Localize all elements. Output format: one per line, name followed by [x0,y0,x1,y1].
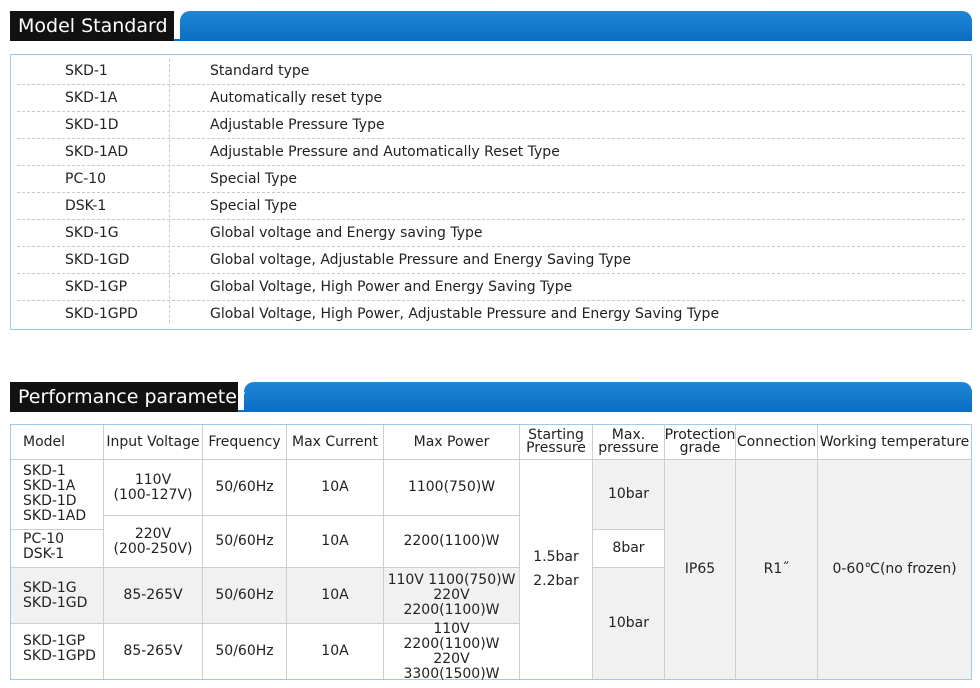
connection-cell: R1˝ [736,460,818,679]
protection-grade-cell: IP65 [665,460,736,679]
header-max-pressure [593,425,665,460]
header-working-temperature: Working temperature [818,425,971,460]
frequency-cell: 50/60Hz [203,624,287,679]
model-row [17,57,965,85]
header-frequency: Frequency [203,425,287,460]
model-description: Special Type [210,198,298,214]
working-temperature-cell: 0-60℃(no frozen) [818,460,971,679]
performance-header [10,382,972,412]
header-connection: Connection [736,425,818,460]
model-row [17,246,965,274]
frequency-cell: 50/60Hz [203,568,287,624]
voltage-cell [104,460,203,516]
model-code: SKD-1AD [65,144,129,160]
model-description: Adjustable Pressure and Automatically Reset Type [210,144,560,160]
model-row [17,273,965,301]
model-description: Adjustable Pressure Type [210,117,385,133]
current-cell: 10A [287,568,384,624]
starting-pressure-cell [520,460,593,679]
model-description: Special Type [210,171,298,187]
model-description: Global Voltage, High Power and Energy Saving Type [210,279,573,295]
model-name: PC-10 [23,531,65,547]
header-model: Model [11,425,104,460]
starting-pressure-value: 2.2bar [533,573,579,589]
voltage-line: 110V [134,471,172,488]
voltage-cell [104,516,203,568]
voltage-cell: 85-265V [104,568,203,624]
power-line: 220V 3300(1500)W [403,650,500,682]
voltage-line: (200-250V) [113,540,193,557]
header-line: Max. [611,427,646,443]
models-cell [11,460,104,530]
header-blue-bar [180,11,972,41]
models-cell [11,568,104,624]
frequency-cell: 50/60Hz [203,460,287,516]
header-blue-bar [244,382,972,412]
header-line: Pressure [526,440,586,456]
model-description: Automatically reset type [210,90,383,106]
model-name: SKD-1G [23,580,77,596]
header-line: grade [679,440,721,456]
voltage-line: 220V [134,525,172,542]
model-description: Standard type [210,63,310,79]
model-code: SKD-1GD [65,252,130,268]
power-cell [384,568,520,624]
starting-pressure-value: 1.5bar [533,549,579,565]
model-description: Global voltage and Energy saving Type [210,225,483,241]
model-name: SKD-1A [23,478,76,494]
power-cell: 1100(750)W [384,460,520,516]
model-row [17,219,965,247]
header-input-voltage: Input Voltage [104,425,203,460]
voltage-cell: 85-265V [104,624,203,679]
model-code: SKD-1 [65,63,108,79]
header-max-current: Max Current [287,425,384,460]
models-cell [11,530,104,568]
model-code: SKD-1GP [65,279,128,295]
power-cell [384,620,520,682]
power-line: 220V 2200(1100)W [403,587,500,618]
performance-table [10,424,972,680]
model-row [17,84,965,112]
model-code: SKD-1D [65,117,119,133]
model-code: PC-10 [65,171,107,187]
model-description: Global Voltage, High Power, Adjustable Pressure and Energy Saving Type [210,306,720,322]
model-row [17,192,965,220]
model-name: SKD-1GP [23,633,86,649]
header-line: pressure [598,440,659,456]
header-line: Starting [528,427,584,443]
model-row [17,300,965,327]
frequency-cell: 50/60Hz [203,516,287,568]
voltage-line: (100-127V) [113,486,193,503]
models-cell [11,624,104,679]
performance-title: Performance parameter [10,382,238,412]
power-line: 110V 2200(1100)W [403,620,500,652]
current-cell: 10A [287,516,384,568]
model-name: SKD-1 [23,463,66,479]
model-standard-title: Model Standard [10,11,174,41]
model-code: DSK-1 [65,198,107,214]
max-pressure-cell: 10bar [593,568,665,679]
max-pressure-cell: 10bar [593,460,665,530]
header-line: Protection [664,427,736,443]
model-row [17,165,965,193]
header-protection-grade [665,425,736,460]
model-standard-table [10,54,972,330]
model-name: SKD-1D [23,493,77,509]
model-row [17,111,965,139]
model-name: SKD-1AD [23,508,87,524]
model-row [17,138,965,166]
max-pressure-cell: 8bar [593,530,665,568]
current-cell: 10A [287,624,384,679]
model-code: SKD-1GPD [65,306,138,322]
model-description: Global voltage, Adjustable Pressure and Energy Saving Type [210,252,631,268]
model-code: SKD-1G [65,225,119,241]
current-cell: 10A [287,460,384,516]
header-starting-pressure [520,425,593,460]
model-standard-header [10,11,972,41]
model-code: SKD-1A [65,90,118,106]
model-name: SKD-1GPD [23,648,96,664]
model-name: SKD-1GD [23,595,88,611]
power-cell: 2200(1100)W [384,516,520,568]
power-line: 110V 1100(750)W [387,572,516,588]
header-max-power: Max Power [384,425,520,460]
model-name: DSK-1 [23,546,65,562]
